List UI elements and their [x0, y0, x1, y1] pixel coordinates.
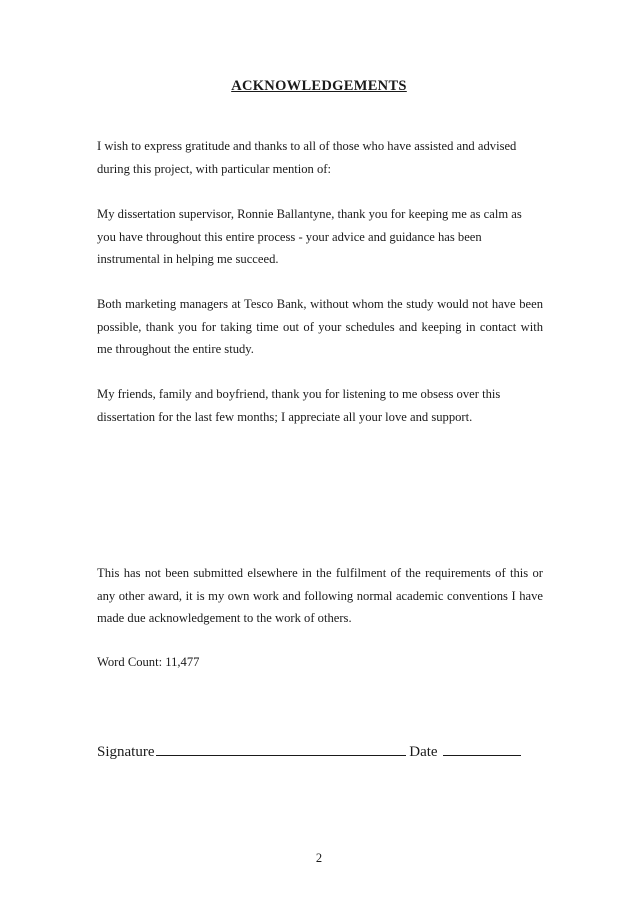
word-count: Word Count: 11,477 [97, 655, 200, 669]
signature-label: Signature [97, 744, 155, 760]
page-title: ACKNOWLEDGEMENTS [231, 78, 407, 94]
intro-paragraph: I wish to express gratitude and thanks to all of those who have assisted and advised during this project, with particular mention of: [97, 139, 517, 176]
marketing-managers-paragraph: Both marketing managers at Tesco Bank, without whom the study would not have been possible, thank you for taking time out of your schedules and keeping in contact with me throughout the entire study. [97, 297, 543, 356]
signature-line [156, 754, 406, 756]
declaration-paragraph: This has not been submitted elsewhere in the fulfilment of the requirements of this or any other award, it is my own work and following normal academic conventions I have made due acknowledgement to the work of others. [97, 566, 543, 625]
date-label: Date [409, 744, 438, 760]
supervisor-paragraph: My dissertation supervisor, Ronnie Ballantyne, thank you for keeping me as calm as you have throughout this entire process - your advice and guidance has been instrumental in helping me succeed. [97, 207, 522, 266]
date-line [443, 754, 521, 756]
signature-row [97, 744, 543, 761]
page-number: 2 [315, 851, 323, 865]
friends-family-paragraph: My friends, family and boyfriend, thank you for listening to me obsess over this dissertation for the last few months; I appreciate all your love and support. [97, 387, 501, 424]
